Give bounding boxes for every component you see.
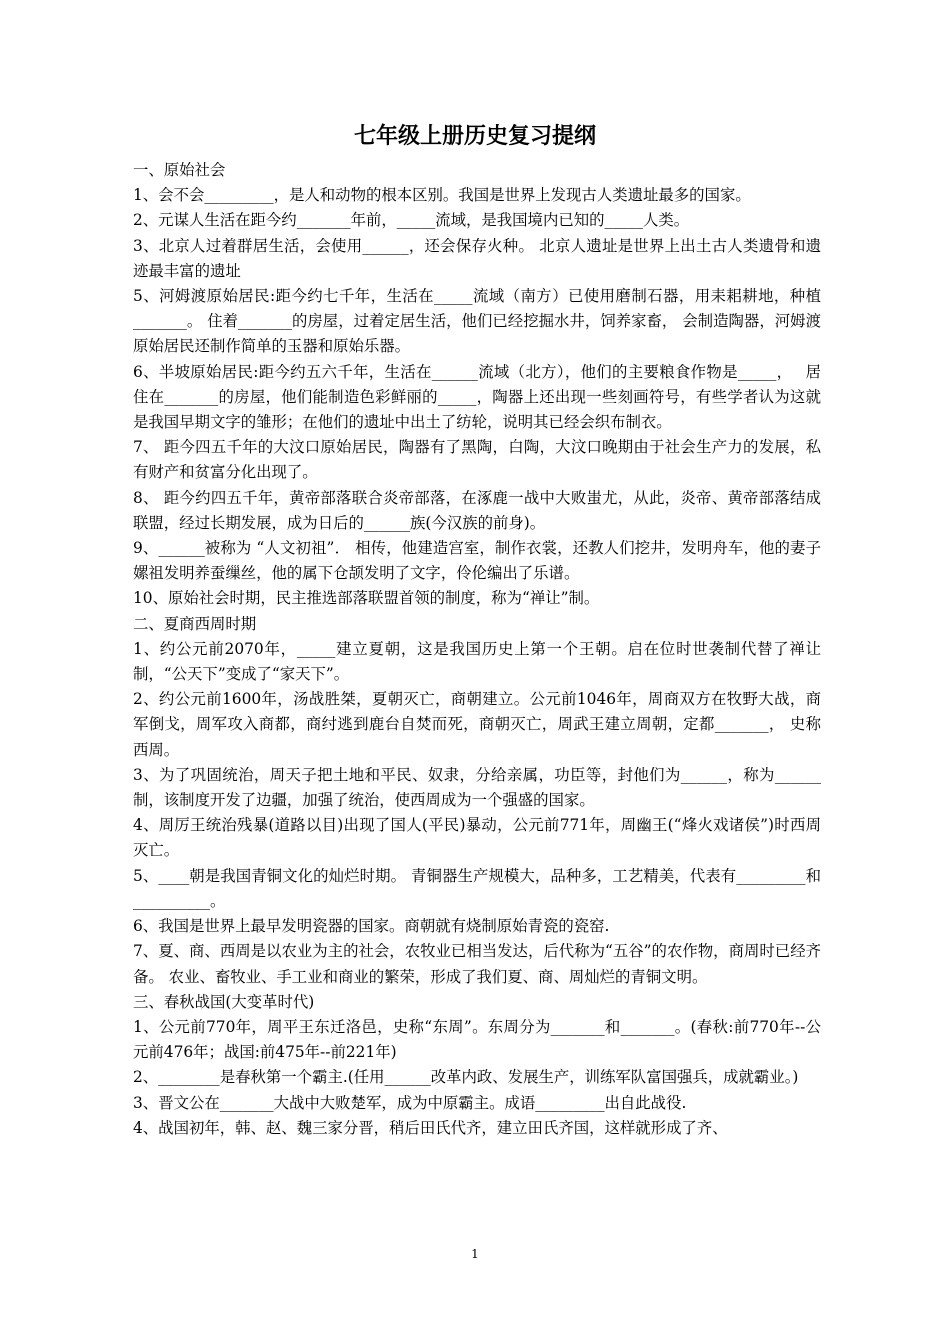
outline-item: 3、北京人过着群居生活，会使用______，还会保存火种。 北京人遗址是世界上出土古人类遗骨和遗迹最丰富的遗址 — [133, 236, 821, 280]
outline-item: 2、约公元前1600年，汤战胜桀，夏朝灭亡，商朝建立。公元前1046年，周商双方在牧野大战，商军倒戈，周军攻入商都，商纣逃到鹿台自焚而死，商朝灭亡，周武王建立周朝，定都_______， 史称西周。 — [133, 690, 821, 759]
outline-item: 6、我国是世界上最早发明瓷器的国家。商朝就有烧制原始青瓷的瓷窑. — [133, 917, 610, 936]
outline-item: 8、 距今约四五千年，黄帝部落联合炎帝部落，在涿鹿一战中大败蚩尤，从此，炎帝、黄帝部落结成联盟，经过长期发展，成为日后的______族(今汉族的前身)。 — [133, 488, 821, 532]
outline-item: 2、元谋人生活在距今约_______年前，_____流域，是我国境内已知的_____人类。 — [133, 211, 690, 230]
outline-item: 4、战国初年，韩、赵、魏三家分晋，稍后田氏代齐，建立田氏齐国，这样就形成了齐、 — [133, 1118, 728, 1137]
outline-item: 1、约公元前2070年，_____建立夏朝，这是我国历史上第一个王朝。启在位时世袭制代替了禅让制，“公天下”变成了“家天下”。 — [133, 639, 821, 684]
outline-item: 3、为了巩固统治，周天子把土地和平民、奴隶，分给亲属，功臣等，封他们为______，称为______制，该制度开发了边疆，加强了统治，使西周成为一个强盛的国家。 — [133, 765, 821, 810]
document-body — [133, 158, 821, 1141]
outline-item: 1、公元前770年，周平王东迁洛邑，史称“东周”。东周分为_______和_______。(春秋:前770年--公元前476年；战国:前475年--前221年) — [133, 1017, 821, 1062]
outline-item: 10、原始社会时期，民主推选部落联盟首领的制度，称为“禅让”制。 — [133, 589, 600, 608]
outline-item: 7、 距今四五千年的大汶口原始居民，陶器有了黑陶，白陶，大汶口晚期由于社会生产力的发展，私有财产和贫富分化出现了。 — [133, 438, 821, 482]
section-heading: 二、夏商西周时期 — [133, 614, 257, 633]
section-heading: 一、原始社会 — [133, 161, 226, 179]
outline-item: 5、____朝是我国青铜文化的灿烂时期。 青铜器生产规模大，品种多，工艺精美，代表有_________和__________。 — [133, 866, 821, 910]
outline-item: 7、夏、商、西周是以农业为主的社会，农牧业已相当发达，后代称为“五谷”的农作物，商周时已经齐备。 农业、畜牧业、手工业和商业的繁荣，形成了我们夏、商、周灿烂的青铜文明。 — [133, 942, 821, 986]
outline-item: 5、河姆渡原始居民:距今约七千年，生活在_____流域（南方）已使用磨制石器，用耒耜耕地，种植_______。 住着_______的房屋，过着定居生活，他们已经挖掘水井，饲养家畜， 会制造陶器，河姆渡原始居民还制作简单的玉器和原始乐器。 — [133, 287, 821, 356]
outline-item: 9、______被称为 “人文初祖”． 相传，他建造宫室，制作衣裳，还教人们挖井，发明舟车，他的妻子嫘祖发明养蚕缫丝，他的属下仓颉发明了文字，伶伦编出了乐谱。 — [133, 539, 821, 583]
page-number: 1 — [471, 1247, 479, 1261]
document-title: 七年级上册历史复习提纲 — [353, 123, 596, 149]
outline-item: 6、半坡原始居民:距今约五六千年，生活在______流域（北方），他们的主要粮食作物是_____， 居住在_______的房屋，他们能制造色彩鲜丽的_____，陶器上还出现一些刻画符号，有些学者认为这就是我国早期文字的雏形；在他们的遗址中出土了纺轮，说明其已经会织布制衣。 — [133, 362, 821, 432]
outline-item: 2、________是春秋第一个霸主.(任用______改革内政、发展生产，训练军队富国强兵，成就霸业。) — [133, 1068, 799, 1087]
outline-item: 3、晋文公在_______大战中大败楚军，成为中原霸主。成语_________出自此战役. — [133, 1093, 687, 1112]
outline-item: 1、会不会_________，是人和动物的根本区别。我国是世界上发现古人类遗址最多的国家。 — [133, 186, 751, 205]
section-heading: 三、春秋战国(大变革时代) — [133, 992, 315, 1011]
outline-item: 4、周厉王统治残暴(道路以目)出现了国人(平民)暴动，公元前771年，周幽王(“烽火戏诸侯”)时西周灭亡。 — [133, 816, 821, 860]
